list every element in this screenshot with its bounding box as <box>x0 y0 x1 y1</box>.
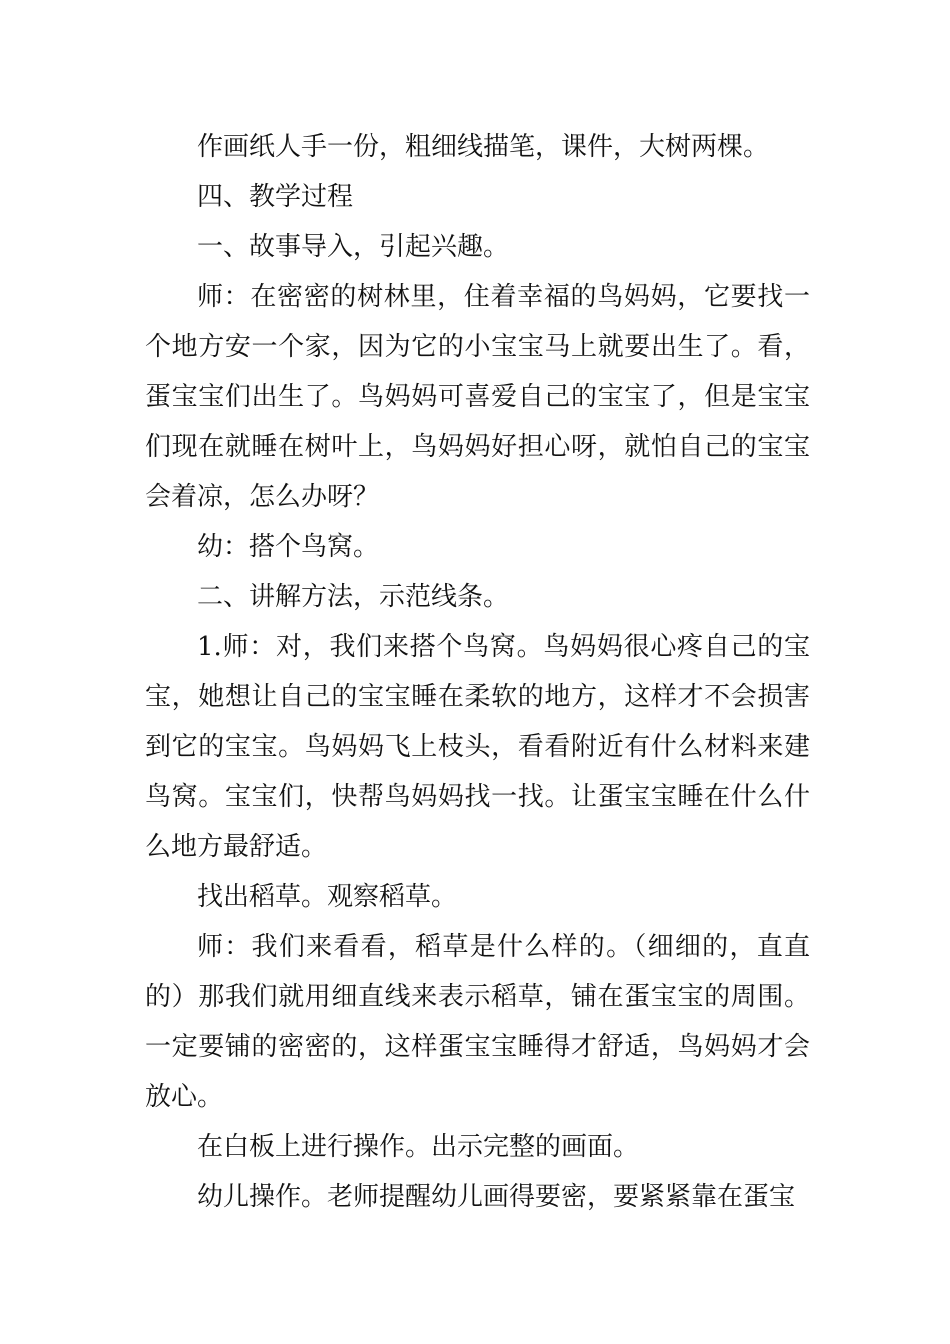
paragraph-child-operation: 幼儿操作。老师提醒幼儿画得要密，要紧紧靠在蛋宝 <box>197 1182 796 1212</box>
heading-story-intro: 一、故事导入，引起兴趣。 <box>197 232 510 262</box>
paragraph-child-answer: 幼：搭个鸟窝。 <box>197 532 380 562</box>
paragraph-materials: 作画纸人手一份，粗细线描笔，课件，大树两棵。 <box>197 132 770 162</box>
heading-explain-method: 二、讲解方法，示范线条。 <box>197 582 510 612</box>
paragraph-teacher-story: 师：在密密的树林里，住着幸福的鸟妈妈，它要找一个地方安一个家，因为它的小宝宝马上就要出生了。看，蛋宝宝们出生了。鸟妈妈可喜爱自己的宝宝了，但是宝宝们现在就睡在树叶上，鸟妈妈好担心呀，就怕自己的宝宝会着凉，怎么办呀？ <box>145 282 810 512</box>
paragraph-whiteboard: 在白板上进行操作。出示完整的画面。 <box>197 1132 640 1162</box>
paragraph-teacher-nest: 1.师：对，我们来搭个鸟窝。鸟妈妈很心疼自己的宝宝，她想让自己的宝宝睡在柔软的地方，这样才不会损害到它的宝宝。鸟妈妈飞上枝头，看看附近有什么材料来建鸟窝。宝宝们，快帮鸟妈妈找一找。让蛋宝宝睡在什么什么地方最舒适。 <box>145 632 810 862</box>
document-body <box>145 122 810 1222</box>
paragraph-find-straw: 找出稻草。观察稻草。 <box>197 882 458 912</box>
heading-teaching-process: 四、教学过程 <box>197 182 354 212</box>
paragraph-teacher-straw: 师：我们来看看，稻草是什么样的。（细细的，直直的）那我们就用细直线来表示稻草，铺在蛋宝宝的周围。一定要铺的密密的，这样蛋宝宝睡得才舒适，鸟妈妈才会放心。 <box>145 932 810 1112</box>
